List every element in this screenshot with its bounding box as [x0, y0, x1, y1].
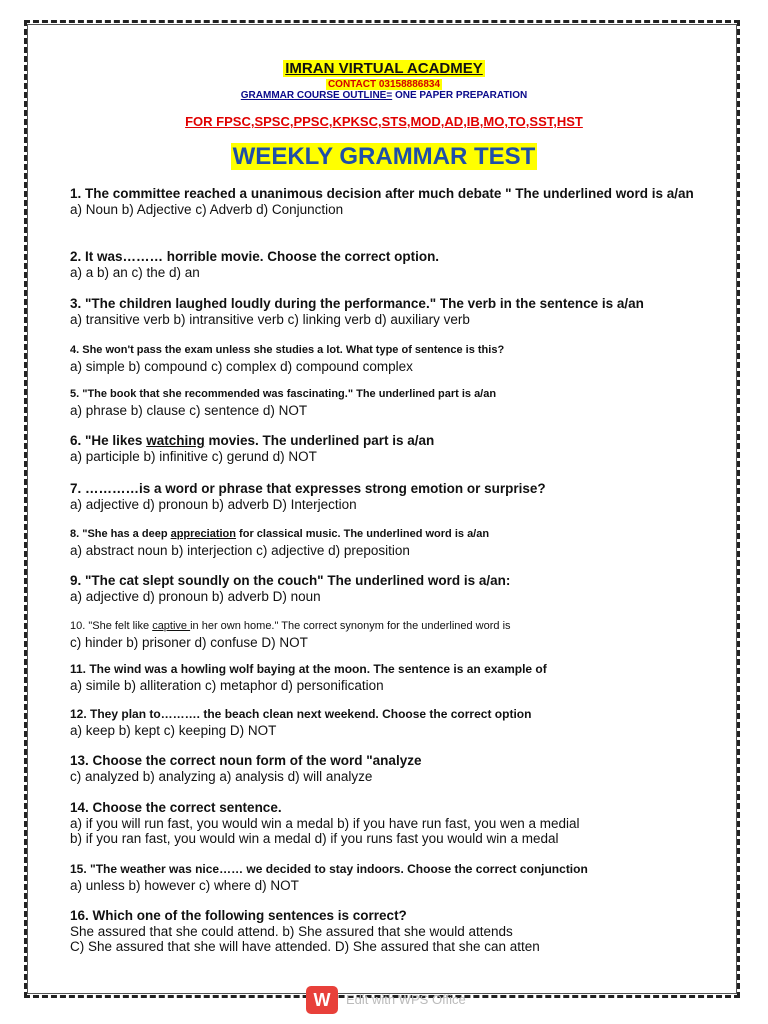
question-options: a) transitive verb b) intransitive verb c) linking verb d) auxiliary verb [70, 311, 470, 327]
question-options: c) hinder b) prisoner d) confuse D) NOT [70, 634, 308, 650]
wps-watermark-text: Edit with WPS Office [346, 992, 466, 1007]
question-6 [70, 433, 730, 464]
question-stem: 13. Choose the correct noun form of the word "analyze [70, 753, 422, 768]
contact-line: CONTACT 03158886834 [327, 79, 441, 90]
wps-logo-icon: W [306, 986, 338, 1014]
question-options: a) adjective d) pronoun b) adverb D) noun [70, 588, 321, 604]
question-3 [70, 296, 730, 327]
question-options: a) participle b) infinitive c) gerund d) NOT [70, 448, 317, 464]
question-12 [70, 707, 730, 738]
question-options: b) if you ran fast, you would win a medal d) if you runs fast you would win a medal [70, 831, 559, 846]
question-15 [70, 862, 730, 893]
academy-name: IMRAN VIRTUAL ACADMEY [285, 60, 483, 77]
course-outline-line: GRAMMAR COURSE OUTLINE= ONE PAPER PREPARATION [240, 90, 528, 101]
question-11 [70, 662, 730, 693]
question-8 [70, 527, 730, 558]
question-options: a) if you will run fast, you would win a medal b) if you have run fast, you wen a medial [70, 815, 580, 831]
question-options: a) keep b) kept c) keeping D) NOT [70, 722, 277, 738]
question-2 [70, 249, 730, 280]
question-stem: 2. It was……… horrible movie. Choose the correct option. [70, 249, 440, 264]
question-stem: 15. "The weather was nice…… we decided to stay indoors. Choose the correct conjunction [70, 862, 588, 876]
question-stem: 4. She won't pass the exam unless she studies a lot. What type of sentence is this? [70, 344, 505, 356]
exam-list-line: FOR FPSC,SPSC,PPSC,KPKSC,STS,MOD,AD,IB,MO,TO,SST,HST [185, 114, 583, 129]
question-10 [70, 619, 730, 650]
question-7 [70, 481, 730, 512]
question-options: She assured that she could attend. b) She assured that she would attends [70, 923, 513, 939]
question-options: a) Noun b) Adjective c) Adverb d) Conjunction [70, 201, 344, 217]
question-stem: 14. Choose the correct sentence. [70, 800, 282, 815]
question-stem: 7. …………is a word or phrase that expresses strong emotion or surprise? [70, 481, 546, 496]
question-stem: 3. "The children laughed loudly during the performance." The verb in the sentence is a/an [70, 296, 644, 311]
question-options: c) analyzed b) analyzing a) analysis d) will analyze [70, 768, 373, 784]
question-options: a) phrase b) clause c) sentence d) NOT [70, 402, 308, 418]
wps-watermark [306, 986, 486, 1016]
question-14 [70, 800, 730, 847]
question-stem: 11. The wind was a howling wolf baying at the moon. The sentence is an example of [70, 662, 547, 676]
question-5 [70, 387, 730, 418]
question-stem: 12. They plan to………. the beach clean next weekend. Choose the correct option [70, 707, 532, 721]
question-9 [70, 573, 730, 604]
question-options: a) adjective d) pronoun b) adverb D) Interjection [70, 496, 357, 512]
question-stem: 16. Which one of the following sentences is correct? [70, 908, 407, 923]
question-options: a) simple b) compound c) complex d) compound complex [70, 358, 413, 374]
question-16 [70, 908, 730, 955]
question-stem: 5. "The book that she recommended was fascinating." The underlined part is a/an [70, 388, 497, 400]
question-stem: 8. "She has a deep appreciation for classical music. The underlined word is a/an [70, 528, 490, 540]
question-1 [70, 186, 730, 217]
question-stem: 1. The committee reached a unanimous decision after much debate " The underlined word is a/an [70, 186, 694, 201]
question-options: a) simile b) alliteration c) metaphor d) personification [70, 677, 384, 693]
question-4 [70, 343, 730, 374]
question-stem: 10. "She felt like captive in her own home." The correct synonym for the underlined word is [70, 620, 511, 632]
page-title: WEEKLY GRAMMAR TEST [232, 143, 536, 170]
question-options: a) unless b) however c) where d) NOT [70, 877, 299, 893]
question-options: a) a b) an c) the d) an [70, 264, 200, 280]
question-stem: 9. "The cat slept soundly on the couch" The underlined word is a/an: [70, 573, 511, 588]
question-stem: 6. "He likes watching movies. The underlined part is a/an [70, 433, 435, 448]
question-13 [70, 753, 730, 784]
question-options: a) abstract noun b) interjection c) adjective d) preposition [70, 542, 410, 558]
question-options: C) She assured that she will have attended. D) She assured that she can atten [70, 939, 540, 954]
